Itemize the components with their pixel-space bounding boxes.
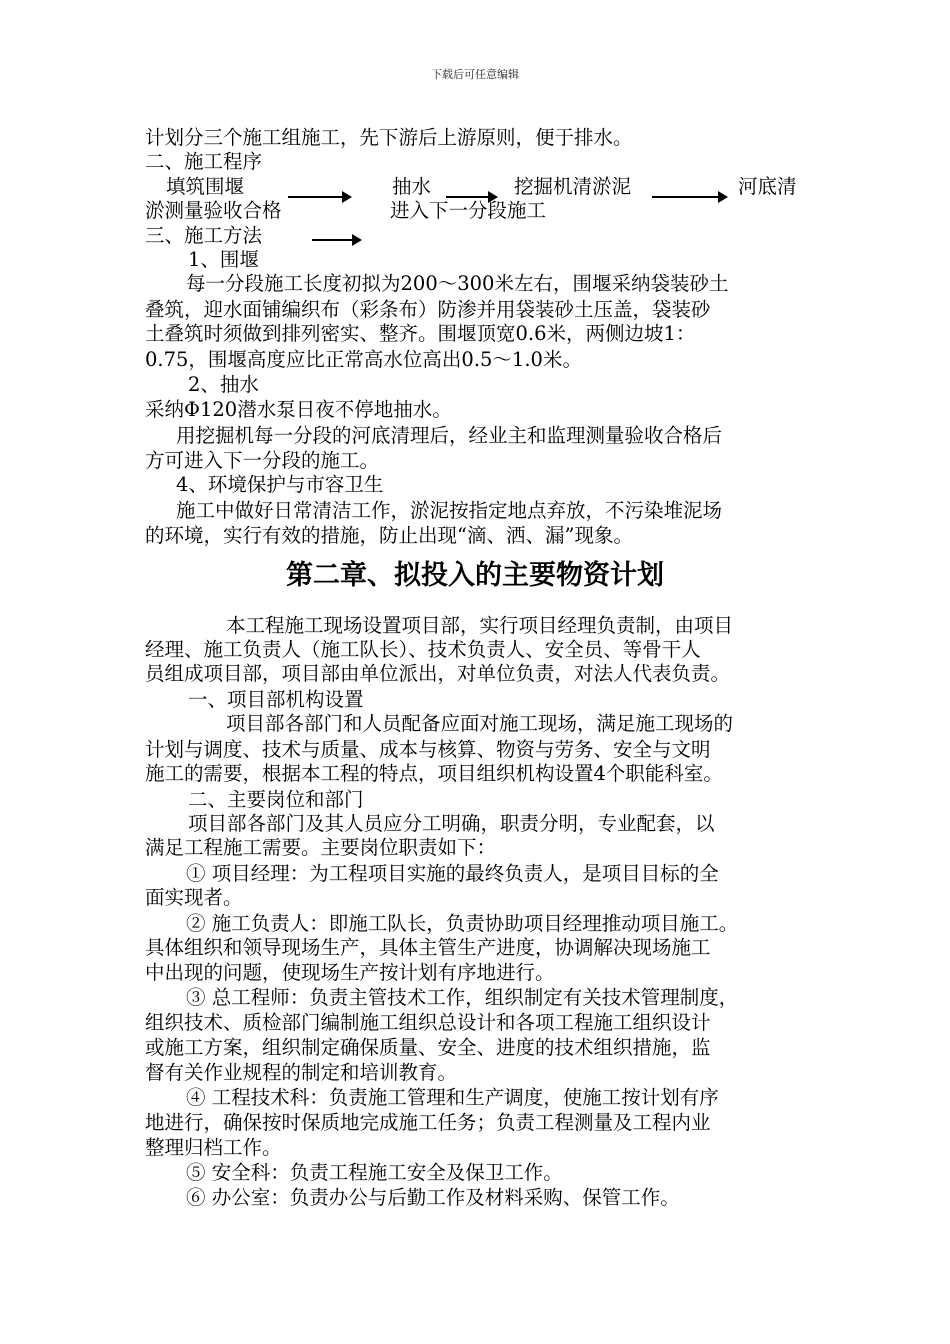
- text-line: 0.75，围堰高度应比正常高水位高出0.5～1.0米。: [145, 348, 582, 371]
- section-heading: 二、主要岗位和部门: [188, 788, 364, 811]
- sub-heading: 1、围堰: [188, 248, 259, 271]
- list-item: ⑥ 办公室：负责办公与后勤工作及材料采购、保管工作。: [186, 1186, 680, 1209]
- text-line: 计划与调度、技术与质量、成本与核算、物资与劳务、安全与文明: [145, 738, 711, 761]
- chapter-title: 第二章、拟投入的主要物资计划: [286, 560, 664, 591]
- text-line: 项目部各部门和人员配备应面对施工现场，满足施工现场的: [226, 712, 734, 735]
- text-line: 叠筑，迎水面铺编织布（彩条布）防渗并用袋装砂土压盖，袋装砂: [145, 298, 711, 321]
- flow-step: 进入下一分段施工: [390, 199, 547, 222]
- text-line: 的环境，实行有效的措施，防止出现“滴、洒、漏”现象。: [145, 524, 633, 547]
- list-item: ③ 总工程师：负责主管技术工作，组织制定有关技术管理制度，: [186, 986, 739, 1009]
- text-line: 用挖掘机每一分段的河底清理后，经业主和监理测量验收合格后: [176, 424, 723, 447]
- sub-heading: 4、环境保护与市容卫生: [176, 473, 384, 496]
- text-line: 地进行，确保按时保质地完成施工任务；负责工程测量及工程内业: [145, 1111, 711, 1134]
- flow-arrow-icon: [312, 234, 362, 246]
- flow-step: 河底清: [738, 175, 797, 198]
- text-line: 每一分段施工长度初拟为200～300米左右，围堰采纳袋装砂土: [186, 272, 729, 295]
- list-item: ④ 工程技术科：负责施工管理和生产调度，使施工按计划有序: [186, 1086, 719, 1109]
- flow-arrow-icon: [652, 191, 728, 203]
- text-line: 整理归档工作。: [145, 1136, 282, 1159]
- flow-step: 淤测量验收合格: [145, 199, 282, 222]
- list-item: ⑤ 安全科：负责工程施工安全及保卫工作。: [186, 1161, 563, 1184]
- list-item: ② 施工负责人：即施工队长，负责协助项目经理推动项目施工。: [186, 912, 739, 935]
- text-line: 采纳Φ120潜水泵日夜不停地抽水。: [145, 398, 452, 421]
- text-line: 组织技术、质检部门编制施工组织总设计和各项工程施工组织设计: [145, 1011, 711, 1034]
- flow-step: 抽水: [392, 175, 432, 198]
- text-line: 方可进入下一分段的施工。: [145, 449, 380, 472]
- text-line: 本工程施工现场设置项目部，实行项目经理负责制，由项目: [226, 614, 734, 637]
- section-heading: 二、施工程序: [145, 150, 263, 173]
- list-item: ① 项目经理：为工程项目实施的最终负责人，是项目目标的全: [186, 862, 719, 885]
- text-line: 员组成项目部，项目部由单位派出，对单位负责，对法人代表负责。: [145, 662, 731, 685]
- text-line: 中出现的问题，使现场生产按计划有序地进行。: [145, 961, 555, 984]
- flow-arrow-icon: [288, 191, 352, 203]
- section-heading: 一、项目部机构设置: [188, 688, 364, 711]
- text-line: 施工的需要，根据本工程的特点，项目组织机构设置4个职能科室。: [145, 762, 723, 785]
- page-header: 下载后可任意编辑: [431, 68, 519, 81]
- text-line: 经理、施工负责人（施工队长）、技术负责人、安全员、等骨干人: [145, 638, 701, 661]
- text-line: 面实现者。: [145, 886, 243, 909]
- sub-heading: 2、抽水: [188, 373, 259, 396]
- flow-step: 挖掘机清淤泥: [514, 175, 632, 198]
- text-line: 督有关作业规程的制定和培训教育。: [145, 1061, 458, 1084]
- section-heading: 三、施工方法: [145, 224, 263, 247]
- text-line: 计划分三个施工组施工，先下游后上游原则，便于排水。: [145, 126, 633, 149]
- text-line: 满足工程施工需要。主要岗位职责如下：: [145, 836, 497, 859]
- text-line: 施工中做好日常清洁工作，淤泥按指定地点弃放，不污染堆泥场: [176, 499, 723, 522]
- flow-step: 填筑围堰: [166, 175, 245, 198]
- text-line: 具体组织和领导现场生产，具体主管生产进度，协调解决现场施工: [145, 936, 711, 959]
- text-line: 或施工方案，组织制定确保质量、安全、进度的技术组织措施，监: [145, 1036, 711, 1059]
- text-line: 土叠筑时须做到排列密实、整齐。围堰顶宽0.6米，两侧边坡1：: [145, 322, 696, 345]
- text-line: 项目部各部门及其人员应分工明确，职责分明，专业配套，以: [188, 812, 715, 835]
